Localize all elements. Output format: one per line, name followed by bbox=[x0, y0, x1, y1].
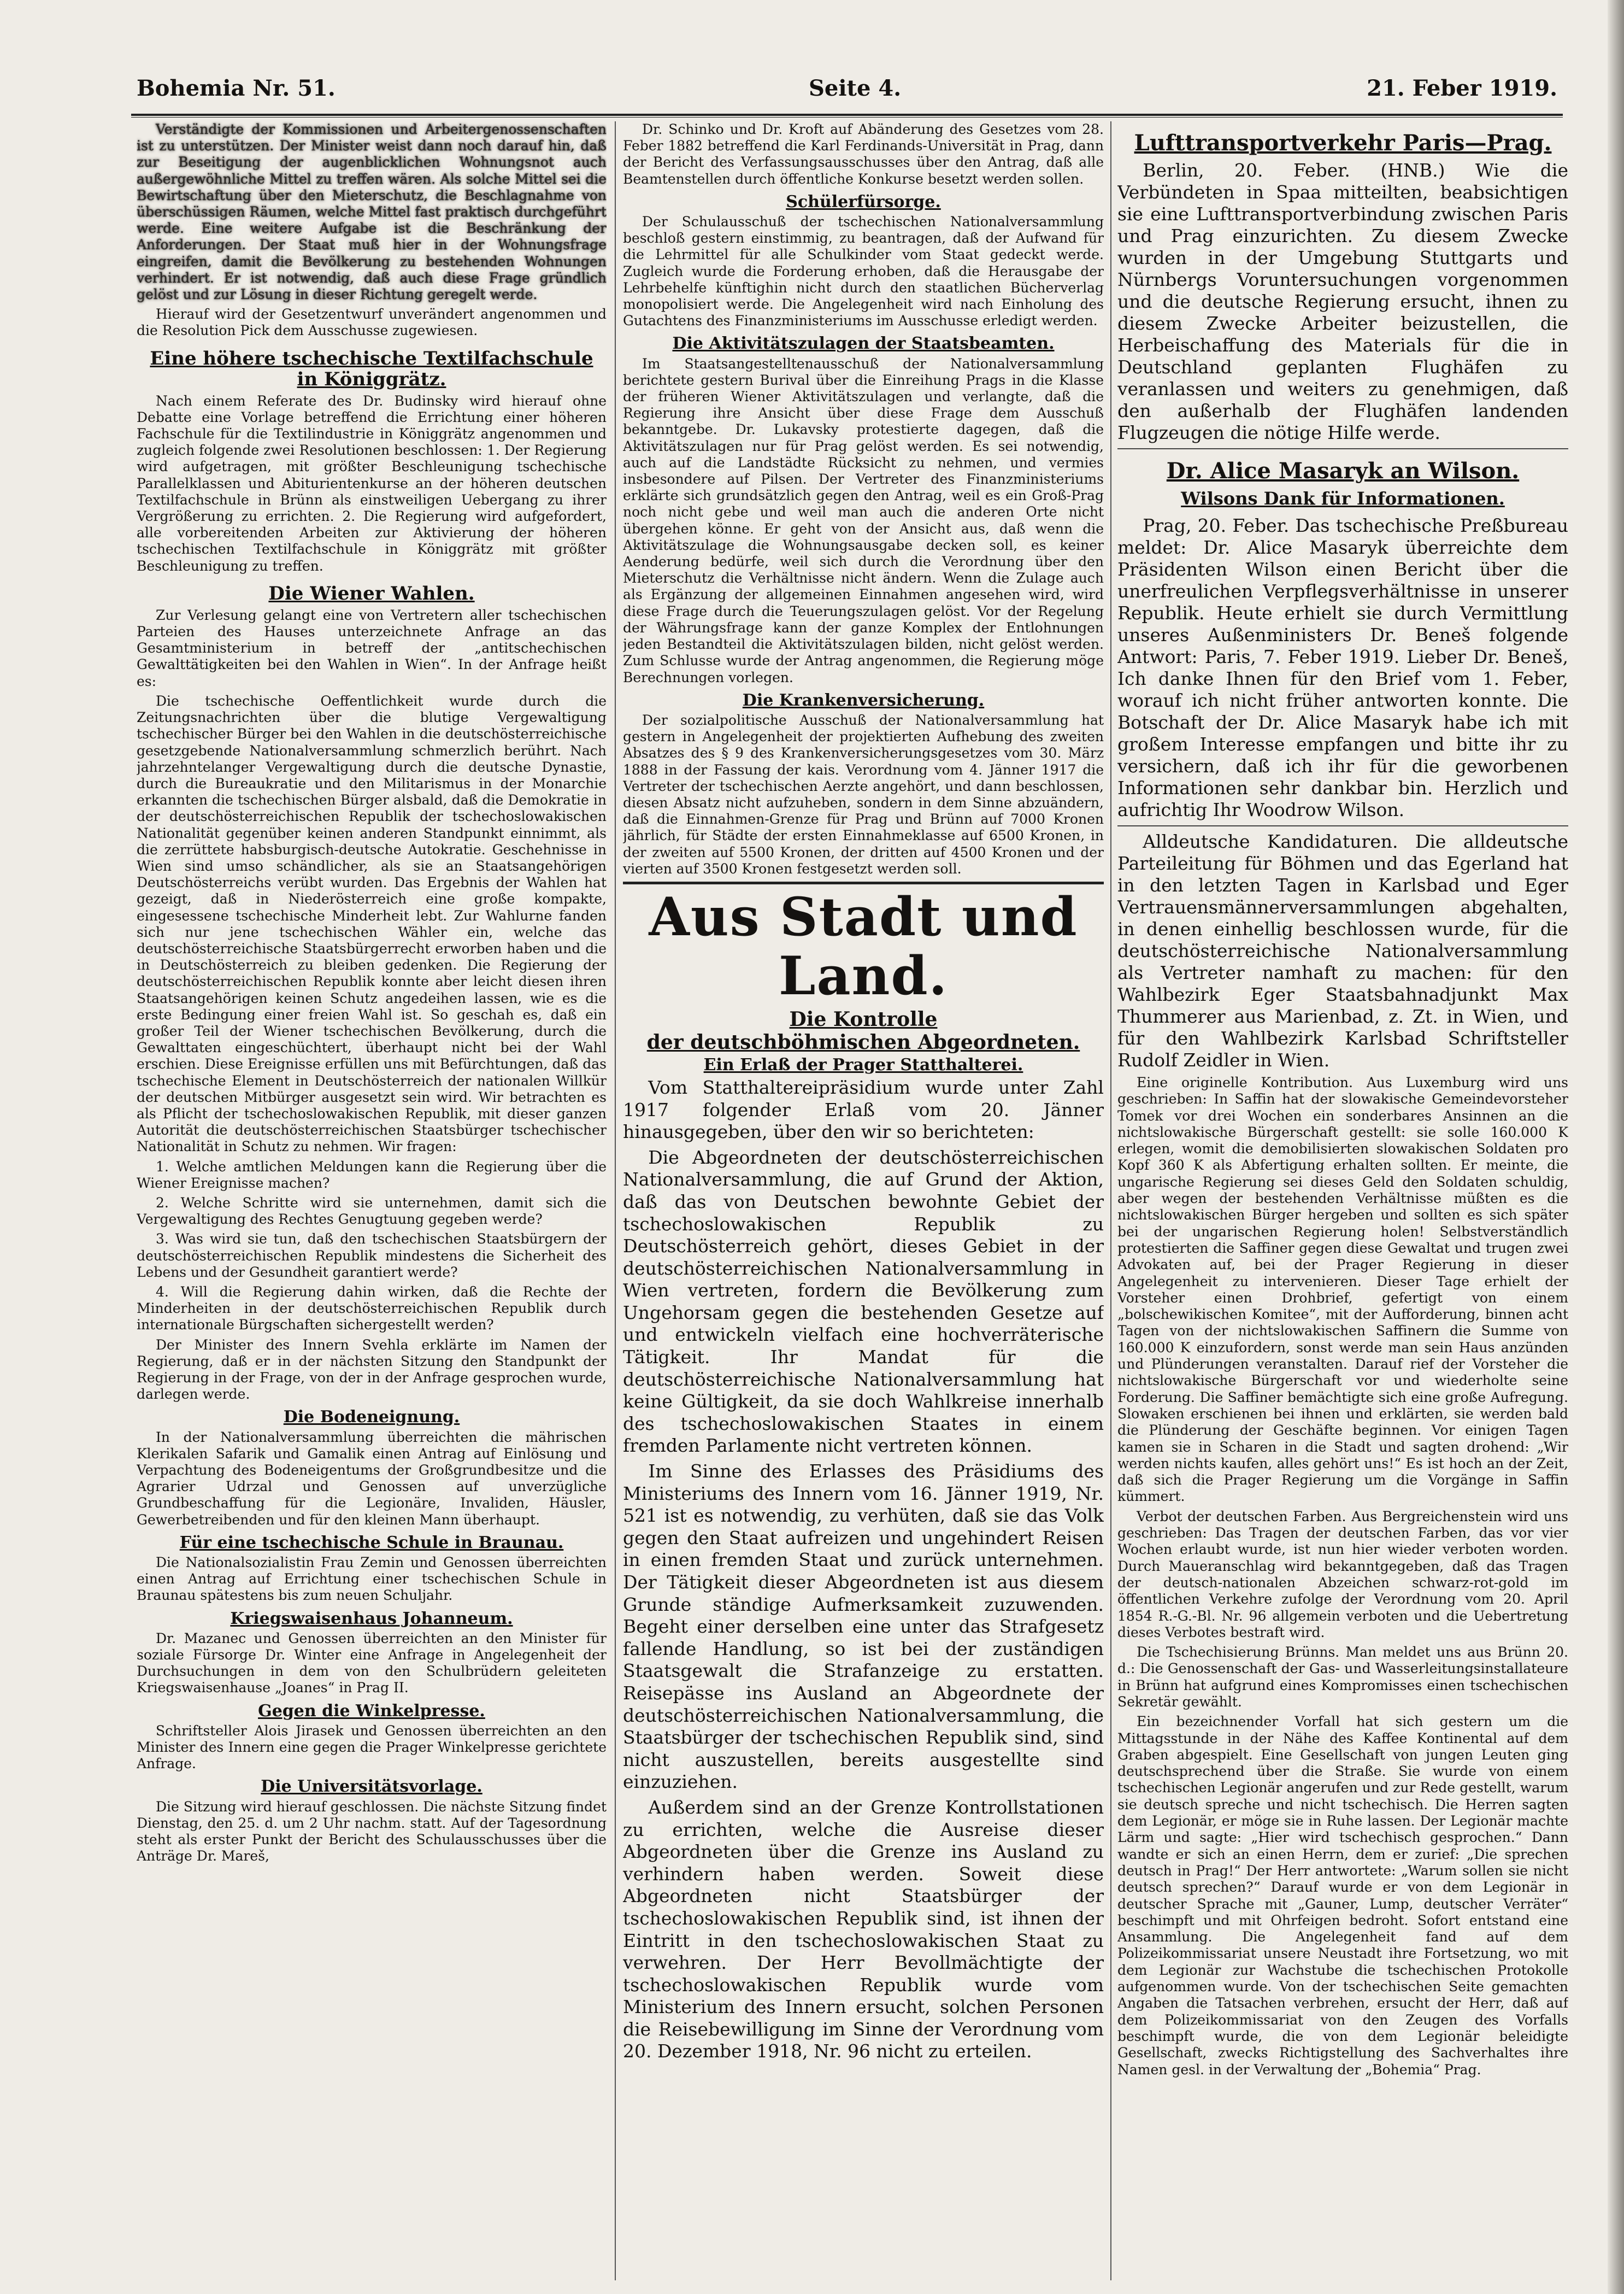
paragraph: Der Schulausschuß der tschechischen Nationalversammlung beschloß gestern einstimmig, zu beantragen, daß der Aufwand für die Lehrmittel für alle Schulkinder vom Staat gedeckt werde. Zugleich wurde die Forderung erhoben, daß die Herausgabe der Lehrbehelfe künftighin nicht durch den staatlichen Bücherverlag monopolisiert werde. Die Angelegenheit wird nach Einholung des Gutachtens des Finanzministeriums im Ausschusse erledigt werden. bbox=[623, 214, 1104, 329]
article-body bbox=[623, 1077, 1104, 2063]
column-divider bbox=[615, 121, 616, 2280]
paragraph: Zur Verlesung gelangt eine von Vertretern aller tschechischen Parteien des Hauses unterzeichnete Anfrage an das Gesamtministerium in betreff der „antitschechischen Gewalttätigkeiten bei den Wahlen in Wien“. In der Anfrage heißt es: bbox=[137, 607, 607, 689]
section-rule bbox=[623, 882, 1104, 884]
question: 3. Was wird sie tun, daß den tschechischen Staatsbürgern der deutschösterreichischen Republik mindestens die Sicherheit des Lebens und der Gesundheit garantiert werde? bbox=[137, 1231, 607, 1280]
paragraph: Ein bezeichnender Vorfall hat sich gestern um die Mittagsstunde in der Nähe des Kaffee Kontinental auf dem Graben abgespielt. Eine Gesellschaft von jungen Leuten ging deutschsprechend über die Straße. Sie wurde von einem tschechischen Legionär angerufen und zur Rede gestellt, warum sie deutsch spreche und nicht tschechisch. Die Herren sagten dem Legionär, er möge sie in Ruhe lassen. Der Legionär machte Lärm und sagte: „Hier wird tschechisch gesprochen.“ Dann wandte er sich an einen Herrn, dem er zurief: „Die sprechen deutsch in Prag!“ Der Herr antwortete: „Warum sollen sie nicht deutsch sprechen?“ Darauf wurde er von dem Legionär in deutscher Sprache mit „Gauner, Lump, deutscher Verräter“ beschimpft und mit Ohrfeigen bedroht. Sofort entstand eine Ansammlung. Die Angelegenheit fand auf dem Polizeikommissariat unsere Neustadt ihre Fortsetzung, wo mit dem Legionär zur Wachstube die tschechischen Protokolle aufgenommen wurde. Von der tschechischen Seite gemachten Angaben die Tatsachen verbrehen, ersucht der Herr, daß auf dem Polizeikommissariat von den Zeugen des Vorfalls beschimpft wurde, die von dem Legionär beleidigte Gesellschaft, zwecks Richtigstellung des Sachverhaltes ihre Namen gesl. in der Verwaltung der „Bohemia“ Prag. bbox=[1117, 1714, 1568, 2078]
article-heading: Die Bodeneignung. bbox=[283, 1407, 460, 1427]
paragraph: Im Sinne des Erlasses des Präsidiums des Ministeriums des Innern vom 16. Jänner 1919, Nr. 521 ist es notwendig, zu verhüten, daß sie das Volk gegen den Staat aufreizen und ungehindert Reisen in einen fremden Staat und zurück unternehmen. Der Tätigkeit dieser Abgeordneten ist aus diesem Grunde ständige Aufmerksamkeit zuzuwenden. Begeht einer derselben eine unter das Strafgesetz fallende Handlung, so ist bei der zuständigen Staatsgewalt die Strafanzeige zu erstatten. Reisepässe ins Ausland an Abgeordnete der deutschösterreichischen Nationalversammlung, die Staatsbürger der tschechischen Republik sind, sind nicht auszustellen, bereits ausgestellte sind einzuziehen. bbox=[623, 1460, 1104, 1793]
question: 4. Will die Regierung dahin wirken, daß die Rechte der Minderheiten in der deutschösterreichischen Republik durch internationale Bürgschaften sichergestellt werden? bbox=[137, 1284, 607, 1333]
paragraph: Außerdem sind an der Grenze Kontrollstationen zu errichten, welche die Ausreise dieser Abgeordneten über die Grenze ins Ausland zu verhindern haben werden. Soweit diese Abgeordneten nicht Staatsbürger der tschechoslowakischen Republik sind, ist ihnen der Eintritt in den tschechoslowakischen Staat zu verwehren. Der Herr Bevollmächtigte der tschechoslowakischen Republik wurde vom Ministerium des Innern ersucht, solchen Personen die Reisebewilligung im Sinne der Verordnung vom 20. Dezember 1918, Nr. 96 nicht zu erteilen. bbox=[623, 1796, 1104, 2062]
article-heading: Die Aktivitätszulagen der Staatsbeamten. bbox=[672, 334, 1055, 354]
paragraph: Berlin, 20. Feber. (HNB.) Wie die Verbündeten in Spaa mitteilten, beabsichtigen sie eine Lufttransportverbindung zwischen Paris und Prag einzurichten. Zu diesem Zwecke wurden in der Umgebung Stuttgarts und Nürnbergs Voruntersuchungen vorgenommen und die deutsche Regierung ersucht, ihnen zu diesem Zwecke Arbeiter beizustellen, die Herbeischaffung des Materials für die in Deutschland geplanten Flughäfen zu veranlassen und weiters zu genehmigen, daß den außerhalb der Flughäfen landenden Flugzeugen die nötige Hilfe werde. bbox=[1117, 160, 1568, 443]
header-page-number: Seite 4. bbox=[809, 75, 902, 101]
article-subtitle: Ein Erlaß der Prager Statthalterei. bbox=[703, 1055, 1023, 1075]
paragraph: Dr. Mazanec und Genossen überreichten an den Minister für soziale Fürsorge Dr. Winter eine Anfrage in Angelegenheit der Durchsuchungen in dem von den Schulbrüdern geleiteten Kriegswaisenhause „Joanes“ in Prag II. bbox=[137, 1630, 607, 1696]
question: 2. Welche Schritte wird sie unternehmen, damit sich die Vergewaltigung des Rechtes Genugtuung gegeben werde? bbox=[137, 1194, 607, 1228]
article-heading: Schülerfürsorge. bbox=[786, 192, 941, 212]
column-3 bbox=[1117, 121, 1568, 2280]
article-title-line-2: der deutschböhmischen Abgeordneten. bbox=[646, 1030, 1080, 1054]
section-rule bbox=[1117, 448, 1568, 449]
paragraph: In der Nationalversammlung überreichten die mährischen Klerikalen Safarik und Gamalik einen Antrag auf Einlösung und Verpachtung des Bodeneigentums der Großgrundbesitze und die Agrarier Udrzal und Genossen auf unverzügliche Grundbeschaffung für die Legionäre, Invaliden, Häusler, Gewerbetreibenden und für den kleinen Mann überhaupt. bbox=[137, 1429, 607, 1528]
page-edge-shadow bbox=[1608, 0, 1624, 2294]
header-rule bbox=[131, 114, 1563, 118]
question: 1. Welche amtlichen Meldungen kann die Regierung über die Wiener Ereignisse machen? bbox=[137, 1158, 607, 1191]
paragraph: Die Tschechisierung Brünns. Man meldet uns aus Brünn 20. d.: Die Genossenschaft der Gas- und Wasserleitungsinstallateure in Brünn hat aufgrund eines Kompromisses einen tschechischen Sekretär gewählt. bbox=[1117, 1644, 1568, 1710]
paragraph: Die tschechische Oeffentlichkeit wurde durch die Zeitungsnachrichten über die blutige Vergewaltigung tschechischer Bürger bei den Wahlen in die deutschösterreichische gesetzgebende Nationalversammlung schmerzlich berührt. Nach jahrzehntelanger Vergewaltigung durch die deutsche Dynastie, durch die Bureaukratie und den Militarismus in der Monarchie erkannten die tschechischen Bürger alsbald, daß die Demokratie in der deutschösterreichischen Republik der tschechoslowakischen Nationalität gegenüber keinen anderen Standpunkt einnimmt, als die zerrüttete habsburgisch-deutsche Autokratie. Geschehnisse in Wien sind umso schändlicher, als sie an Staatsangehörigen Deutschösterreichs verübt wurden. Das Ergebnis der Wahlen hat gezeigt, daß in Niederösterreich eine große kompakte, eingesessene tschechische Minderheit lebt. Zur Wahlurne fanden sich nur jene tschechischen Wähler ein, welche das deutschösterreichische Staatsbürgerrecht erworben haben und die in Deutschösterreich zu bleiben gedenken. Die Regierung der deutschösterreichischen Republik konnte aber leicht diesen ihren Staatsangehörigen keinen Schutz angedeihen lassen, wie es die erste Bedingung einer freien Wahl ist. So geschah es, daß ein großer Teil der Wiener tschechischen Bevölkerung, durch die Gewalttaten eingeschüchtert, überhaupt nicht bei der Wahl erschien. Diese Ereignisse erfüllen uns mit Befürchtungen, daß das tschechische Element in Deutschösterreich der nationalen Willkür der deutschen Mitbürger ausgesetzt sein wird. Wir betrachten es als Pflicht der tschechoslowakischen Republik, mit dieser ganzen Autorität die deutschösterreichischen Staatsbürger tschechischer Nationalität in Schutz zu nehmen. Wir fragen: bbox=[137, 693, 607, 1155]
paragraph: Die Nationalsozialistin Frau Zemin und Genossen überreichten einen Antrag auf Errichtung einer tschechischen Schule in Braunau spätestens bis zum neuen Schuljahr. bbox=[137, 1554, 607, 1604]
article-heading: Dr. Alice Masaryk an Wilson. bbox=[1166, 458, 1520, 484]
paragraph: Die Sitzung wird hierauf geschlossen. Die nächste Sitzung findet Dienstag, den 25. d. um 2 Uhr nachm. statt. Auf der Tagesordnung steht als erster Punkt der Bericht des Schulausschusses über die Anträge Dr. Mareš, bbox=[137, 1798, 607, 1864]
header-date: 21. Feber 1919. bbox=[1367, 75, 1557, 101]
paragraph: Schriftsteller Alois Jirasek und Genossen überreichten an den Minister des Innern eine gegen die Prager Winkelpresse gerichtete Anfrage. bbox=[137, 1722, 607, 1772]
page-header bbox=[137, 75, 1557, 114]
article-subtitle: Wilsons Dank für Informationen. bbox=[1181, 488, 1505, 509]
paragraph: Im Staatsangestelltenausschuß der Nationalversammlung berichtete gestern Burival über die Einreihung Prags in die Klasse der früheren Wiener Aktivitätszulagen und verlangte, daß die Regierung ihre Ansicht über diese Frage dem Ausschuß bekanntgebe. Dr. Lukavsky protestierte dagegen, daß die Aktivitätszulagen nur für Prag gelöst werden. Es sei notwendig, auch auf die Landstädte Rücksicht zu nehmen, und vermies insbesondere auf Pilsen. Der Vertreter des Finanzministeriums erklärte sich grundsätzlich gegen den Antrag, weil es ein Groß-Prag noch nicht gebe und weil man auch die anderen Orte nicht übergehen könne. Er geht von der Ansicht aus, daß wenn die Aktivitätszulage die Wohnungsausgabe decken soll, es keiner Aenderung bedürfe, weil sich durch die Verordnung über den Mieterschutz die Verhältnisse nicht ändern. Wenn die Zulage auch als Ergänzung der allgemeinen Einnahmen angesehen wird, wird diese Frage durch die Teuerungszulagen gelöst. Vor der Regelung der Währungsfrage kann der ganze Komplex der Entlohnungen jeden Bestandteil die Aktivitätszulagen bilden, nicht gelöst werden. Zum Schlusse wurde der Antrag angenommen, die Regierung möge Berechnungen vorlegen. bbox=[623, 355, 1104, 685]
article-heading: Eine höhere tschechische Textilfachschule in Königgrätz. bbox=[150, 347, 593, 390]
article-heading: Die Universitätsvorlage. bbox=[261, 1777, 483, 1797]
article-heading: Die Krankenversicherung. bbox=[742, 690, 985, 710]
article-heading: Die Wiener Wahlen. bbox=[268, 582, 475, 605]
article-heading: Für eine tschechische Schule in Braunau. bbox=[179, 1533, 564, 1552]
section-title: Aus Stadt und Land. bbox=[649, 885, 1078, 1007]
paragraph: Verbot der deutschen Farben. Aus Bergreichenstein wird uns geschrieben: Das Tragen der deutschen Farben, das vor vier Wochen erlaubt wurde, ist nun hier wieder verboten worden. Durch Maueranschlag wird bekanntgegeben, daß das Tragen der deutsch-nationalen Abzeichen schwarz-rot-gold im öffentlichen Verkehre zufolge der Verordnung vom 20. April 1854 R.-G.-Bl. Nr. 96 allgemein verboten und die Uebertretung dieses Verbotes bestraft wird. bbox=[1117, 1508, 1568, 1640]
article-heading: Gegen die Winkelpresse. bbox=[258, 1701, 485, 1721]
article-heading: Lufttransportverkehr Paris—Prag. bbox=[1134, 130, 1552, 156]
header-issue: Bohemia Nr. 51. bbox=[137, 75, 336, 101]
section-rule bbox=[1117, 825, 1568, 826]
paragraph: Vom Statthaltereipräsidium wurde unter Zahl 1917 folgender Erlaß vom 20. Jänner hinausgegeben, über den wir so berichteten: bbox=[623, 1076, 1104, 1143]
paragraph: Die Abgeordneten der deutschösterreichischen Nationalversammlung, die auf Grund der Aktion, daß das von Deutschen bewohnte Gebiet der tschechoslowakischen Republik zu Deutschösterreich gehört, dieses Gebiet in der deutschösterreichischen Nationalversammlung in Wien vertreten, fordern die Bevölkerung zum Ungehorsam gegen die bestehenden Gesetze auf und entwickeln vielfach eine hochverräterische Tätigkeit. Ihr Mandat für die deutschösterreichische Nationalversammlung hat keine Gültigkeit, da sie doch Wahlkreise innerhalb des tschechoslowakischen Staates in einem fremden Parlamente nicht vertreten können. bbox=[623, 1146, 1104, 1457]
paragraph: Der sozialpolitische Ausschuß der Nationalversammlung hat gestern in Angelegenheit der projektierten Aufhebung des zweiten Absatzes des § 9 des Krankenversicherungsgesetzes vom 30. März 1888 in der Fassung der kais. Verordnung vom 4. Jänner 1917 die Vertreter der tschechischen Aerzte angehört, und dann beschlossen, diesen Absatz nicht aufzuheben, sondern in dem Sinne abzuändern, daß die Einnahmen-Grenze für Prag und Brünn auf 7000 Kronen jährlich, für Städte der ersten Einnahmeklasse auf 6500 Kronen, in der zweiten auf 5500 Kronen, der dritten auf 4500 Kronen und der vierten auf 3500 Kronen festgesetzt werden soll. bbox=[623, 712, 1104, 877]
paragraph: Hierauf wird der Gesetzentwurf unverändert angenommen und die Resolution Pick dem Ausschusse zugewiesen. bbox=[137, 306, 607, 339]
column-divider bbox=[1110, 121, 1111, 2280]
paragraph: Alldeutsche Kandidaturen. Die alldeutsche Parteileitung für Böhmen und das Egerland hat in den letzten Tagen in Karlsbad und Eger Vertrauensmännerversammlungen abgehalten, in denen einhellig beschlossen wurde, für die deutschösterreichische Nationalversammlung als Vertreter namhaft zu machen: für den Wahlbezirk Eger Staatsbahnadjunkt Max Thummerer aus Marienbad, z. Zt. in Wien, und für den Wahlbezirk Karlsbad Schriftsteller Rudolf Zeidler in Wien. bbox=[1117, 831, 1568, 1071]
news-briefs bbox=[1117, 1075, 1568, 2078]
paragraph: Prag, 20. Feber. Das tschechische Preßbureau meldet: Dr. Alice Masaryk überreichte dem Präsidenten Wilson einen Bericht über die unerfreulichen Verpflegsverhältnisse in unserer Republik. Heute erhielt sie durch Vermittlung unseres Außenministers Dr. Beneš folgende Antwort: Paris, 7. Feber 1919. Lieber Dr. Beneš, Ich danke Ihnen für den Brief vom 1. Feber, worauf ich nicht früher antworten konnte. Die Botschaft der Dr. Alice Masaryk habe ich mit großem Interesse empfangen und bitte ihr zu versichern, daß ich ihr für die geworbenen Informationen sehr dankbar bin. Herzlich und aufrichtig Ihr Woodrow Wilson. bbox=[1117, 515, 1568, 820]
article-heading: Kriegswaisenhaus Johanneum. bbox=[230, 1609, 513, 1628]
smudged-paragraph: Verständigte der Kommissionen und Arbeitergenossenschaften ist zu unterstützen. Der Minister weist dann noch darauf hin, daß zur Beseitigung der augenblicklichen Wohnungsnot auch außergewöhnliche Mittel zu treffen wären. Als solche Mittel sei die Bewirtschaftung über den Mieterschutz, die Beschlagnahme von überschüssigen Räumen, welche Mittel fast praktisch durchgeführt werde. Eine weitere Aufgabe ist die Beschränkung der Anforderungen. Der Staat muß hier in der Wohnungsfrage eingreifen, damit die Bevölkerung zu bestehenden Wohnungen verhindert. Er ist notwendig, daß auch diese Frage gründlich gelöst und zur Lösung in dieser Richtung geregelt werde. bbox=[137, 121, 607, 303]
column-2 bbox=[623, 121, 1104, 2280]
paragraph: Der Minister des Innern Svehla erklärte im Namen der Regierung, daß er in der nächsten Sitzung den Standpunkt der Regierung in der Frage, von der in der Anfrage gesprochen wurde, darlegen werde. bbox=[137, 1336, 607, 1403]
column-1 bbox=[137, 121, 607, 2280]
article-title: Die Kontrolle bbox=[789, 1007, 938, 1031]
paragraph: Nach einem Referate des Dr. Budinsky wird hierauf ohne Debatte eine Vorlage betreffend die Errichtung einer höheren Fachschule für die Textilindustrie in Königgrätz angenommen und zugleich folgende zwei Resolutionen beschlossen: 1. Der Regierung wird aufgetragen, mit größter Beschleunigung tschechische Parallelklassen und Abiturientenkurse an der höheren deutschen Textilfachschule in Brünn als einstweiligen Uebergang zu ihrer Vergrößerung zu errichten. 2. Die Regierung wird aufgefordert, alle vorbereitenden Arbeiten zur Aktivierung der höheren tschechischen Textilfachschule in Königgrätz mit größter Beschleunigung zu treffen. bbox=[137, 392, 607, 574]
paragraph: Eine originelle Kontribution. Aus Luxemburg wird uns geschrieben: In Saffin hat der slowakische Gemeindevorsteher Tomek vor drei Wochen ein sonderbares Ansinnen an die nichtslowakische Bürgerschaft gestellt: sie solle 160.000 K erlegen, womit die demobilisierten slowakischen Soldaten pro Kopf 360 K als Abfertigung erhalten sollten. Er meinte, die ungarische Regierung sei dieses Geld den Soldaten schuldig, aber wegen der bestehenden Verhältnisse müßten es die nichtslowakischen Bürger hergeben und sollten es sich später bei der ungarischen Regierung holen! Selbstverständlich protestierten die Saffiner gegen diese Gewaltat und trugen zwei Advokaten auf, bei der Prager Regierung in dieser Angelegenheit zu intervenieren. Dieser Tage erhielt der Vorsteher einen Drohbrief, gefertigt von einem „bolschewikischen Komitee“, mit der Aufforderung, binnen acht Tagen von der nichtslowakischen Saffinern die Summe von 160.000 K einzufordern, sonst werde man sein Haus anzünden und Plünderungen veranstalten. Darauf rief der Vorsteher die nichtslowakische Bürgerschaft vor und wiederholte seine Forderung. Die Saffiner bemächtigte sich eine große Aufregung. Slowaken erschienen bei ihnen und erklärten, sie werden bald die Plünderung der Geschäfte beginnen. Vor einigen Tagen kamen sie in Scharen in die Stadt und sagten drohend: „Wir werden nichts kaufen, alles gehört uns!“ Es ist hoch an der Zeit, daß sich die Prager Regierung um die Vorgänge in Saffin kümmert. bbox=[1117, 1075, 1568, 1505]
paragraph: Dr. Schinko und Dr. Kroft auf Abänderung des Gesetzes vom 28. Feber 1882 betreffend die Karl Ferdinands-Universität in Prag, dann der Bericht des Verfassungsausschusses über den Antrag, daß alle Beamtenstellen durch öffentliche Konkurse besetzt werden sollen. bbox=[623, 121, 1104, 187]
